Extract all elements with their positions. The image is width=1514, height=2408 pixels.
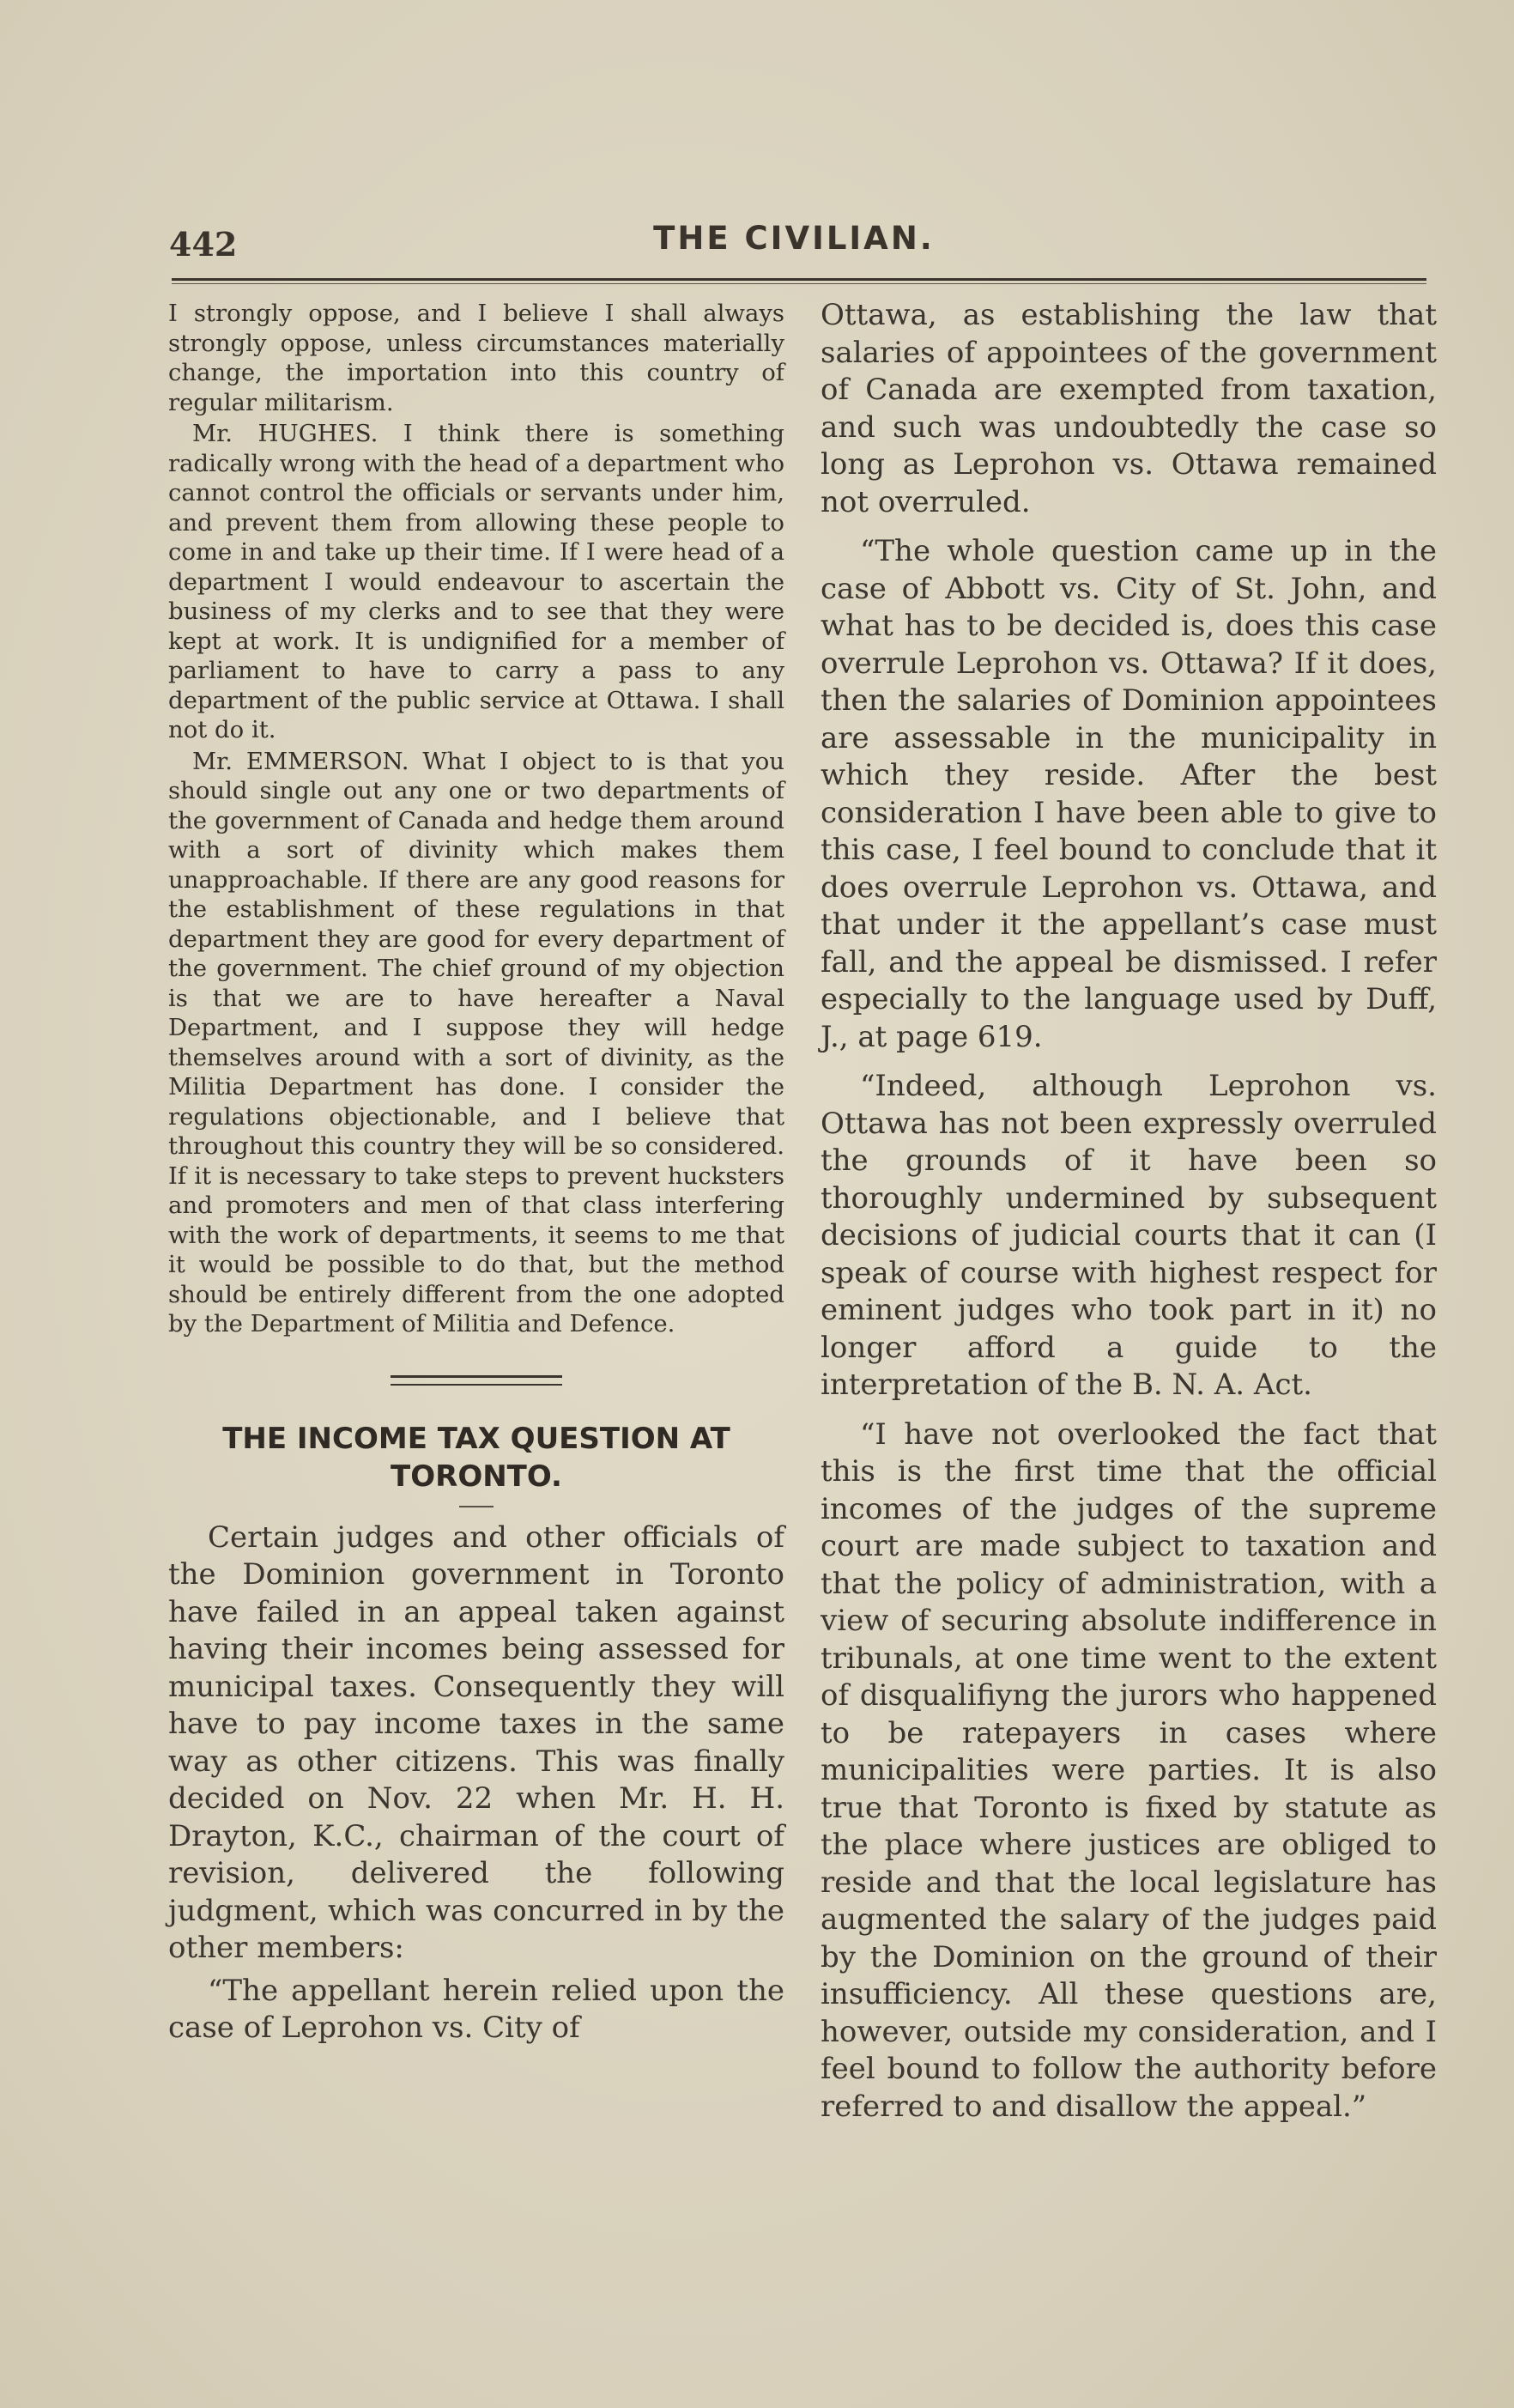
page-number: 442	[169, 225, 238, 264]
headline-line-2: TORONTO.	[391, 1459, 562, 1494]
right-paragraph-indeed: “Indeed, although Leprohon vs. Ottawa has not been expressly overruled the grounds of it have been so thoroughly undermined by subsequent decisions of judicial courts that it can (I speak of course with highest respect for eminent judges who took part in it) no longer afford a guide to the interpretation of the B. N. A. Act.	[821, 1069, 1437, 1402]
right-paragraph-ottawa: Ottawa, as establishing the law that salaries of appointees of the government of Canada are exempted from taxation, and such was undoubtedly the case so long as Leprohon vs. Ottawa remained not overruled.	[821, 298, 1437, 519]
right-paragraph-overlooked: “I have not overlooked the fact that this is the first time that the official incomes of the judges of the supreme court are made subject to taxation and that the policy of administration, with a view of securing absolute indifference in tribunals, at one time went to the extent of disqualifiyng the jurors who happened to be ratepayers in cases where municipalities were parties. It is also true that Toronto is fixed by statute as the place where justices are obliged to reside and that the local legislature has augmented the salary of the judges paid by the Dominion on the ground of their insufficiency. All these questions are, however, outside my consideration, and I feel bound to follow the authority before referred to and disallow the appeal.”	[821, 1416, 1437, 2124]
article-paragraph-quote-start: “The appellant herein relied upon the case of Leprohon vs. City of	[168, 1973, 784, 2045]
paragraph-emmerson: Mr. EMMERSON. What I object to is that you should single out any one or two departments of the government of Canada and hedge them around with a sort of divinity which makes them unapproachable. If there are any good reasons for the establishment of these regulations in that department they are good for every department of the government. The chief ground of my objection is that we are to have hereafter a Naval Department, and I suppose they will hedge themselves around with a sort of divinity, as the Militia Department has done. I consider the regulations objectionable, and I believe that throughout this country they will be so considered. If it is necessary to take steps to prevent hucksters and promoters and men of that class interfering with the work of departments, it seems to me that it would be possible to do that, but the method should be entirely different from the one adopted by the Department of Militia and Defence.	[168, 747, 784, 1337]
section-divider	[391, 1375, 562, 1386]
right-column	[821, 297, 1437, 2138]
paragraph-hughes: Mr. HUGHES. I think there is something radically wrong with the head of a department who cannot control the officials or servants under him, and prevent them from allowing these people to come in and take up their time. If I were head of a department I would endeavour to ascertain the business of my clerks and to see that they were kept at work. It is undignified for a member of parliament to have to carry a pass to any department of the public service at Ottawa. I shall not do it.	[168, 420, 784, 743]
running-title: THE CIVILIAN.	[653, 220, 935, 257]
right-paragraph-abbott: “The whole question came up in the case of Abbott vs. City of St. John, and what has to be decided is, does this case overrule Leprohon vs. Ottawa? If it does, then the salaries of Dominion appointees are assessable in the municipality in which they reside. After the best consideration I have been able to give to this case, I feel bound to conclude that it does overrule Leprohon vs. Ottawa, and that under it the appellant’s case must fall, and the appeal be dismissed. I refer especially to the language used by Duff, J., at page 619.	[821, 534, 1437, 1054]
article-headline	[168, 1420, 784, 1495]
headline-line-1: THE INCOME TAX QUESTION AT	[222, 1421, 730, 1456]
paragraph-militarism: I strongly oppose, and I believe I shall always strongly oppose, unless circumstances materially change, the importation into this country of regular militarism.	[168, 300, 784, 416]
page-header	[167, 215, 1420, 266]
headline-dash	[459, 1506, 494, 1507]
article-paragraph-intro: Certain judges and other officials of the Dominion government in Toronto have failed in an appeal taken against having their incomes being assessed for municipal taxes. Consequently they will have to pay income taxes in the same way as other citizens. This was finally decided on Nov. 22 when Mr. H. H. Drayton, K.C., chairman of the court of revision, delivered the following judgment, which was concurred in by the other members:	[168, 1519, 784, 1965]
left-column	[168, 299, 784, 2053]
header-rule-thin	[172, 283, 1426, 284]
header-rule	[172, 278, 1426, 281]
